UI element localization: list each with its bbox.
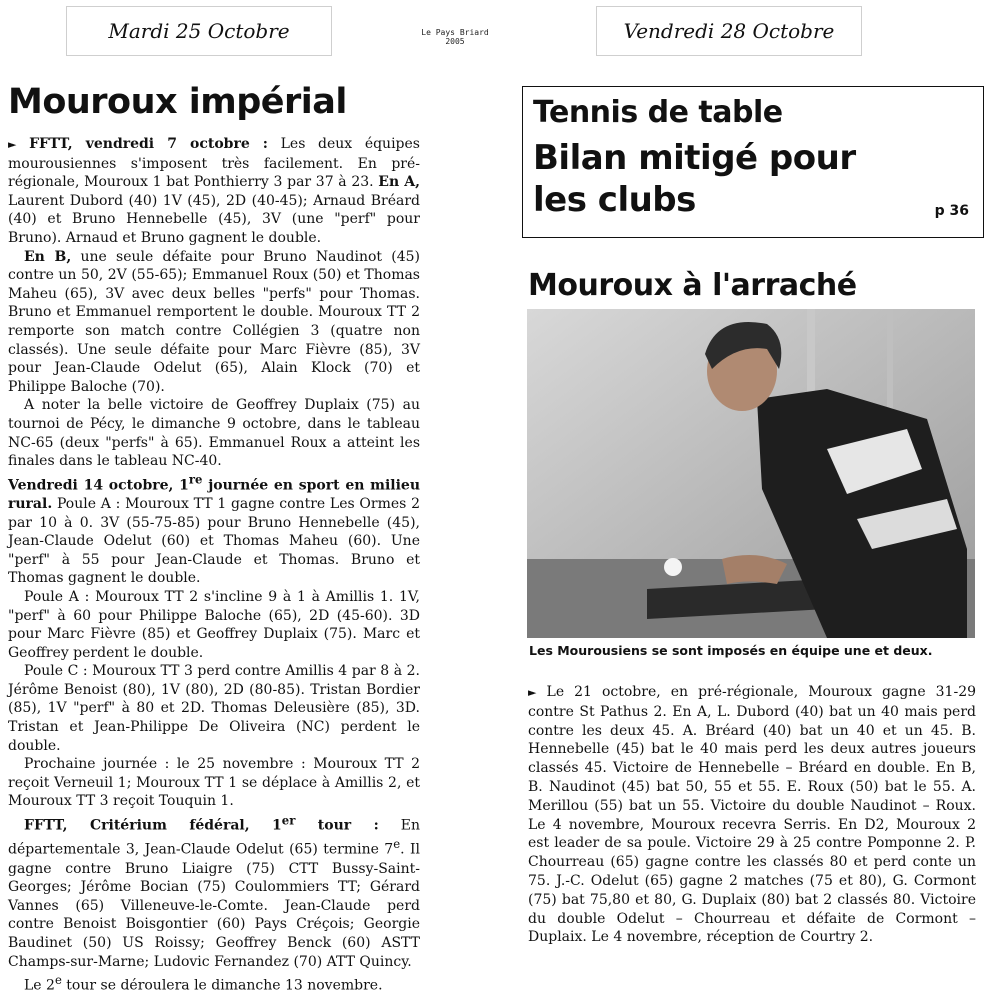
paragraph-7: Prochaine journée : le 25 novembre : Mouroux TT 2 reçoit Verneuil 1; Mouroux TT 1 se déplace à Amillis 2, et Mouroux TT 3 reçoit Touquin 1. xyxy=(8,756,420,810)
bold-run: En B, xyxy=(24,248,72,265)
superscript: re xyxy=(188,472,203,487)
masthead-name: Le Pays Briard xyxy=(421,28,489,37)
right-article-title: Mouroux à l'arraché xyxy=(528,268,857,303)
right-article-body xyxy=(528,683,976,947)
page-reference: p 36 xyxy=(934,203,969,219)
paragraph-5: Poule A : Mouroux TT 2 s'incline 9 à 1 à Amillis 1. 1V, "perf" à 60 pour Philippe Baloche (65), 2D (45-60). 3D pour Marc Fièvre (85) et Geoffrey Duplaix (75). Marc et Geoffrey perdent le double. xyxy=(8,588,420,661)
text-run: Le 2 xyxy=(24,977,55,994)
date-right: Vendredi 28 Octobre xyxy=(596,6,862,56)
superscript: er xyxy=(281,813,296,828)
lead-text: FFTT, vendredi 7 octobre : xyxy=(29,136,268,152)
paragraph-3: A noter la belle victoire de Geoffrey Duplaix (75) au tournoi de Pécy, le dimanche 9 octobre, dans le tableau NC-65 (deux "perfs" à 65). Emmanuel Roux a atteint les finales dans le tableau NC-40. xyxy=(8,397,420,470)
bold-run: Vendredi 14 octobre, 1 xyxy=(8,477,189,494)
text-run: Le 21 octobre, en pré-régionale, Mouroux gagne 31-29 contre St Pathus 2. En A, L. Dubord (40) bat un 40 mais perd contre les deux 45. A. Bréard (40) bat un 40 et un 45. B. Hennebelle (45) bat le 40 mais perd les deux autres joueurs classés 45. Victoire de Hennebelle – Bréard en double. En B, B. Naudinot (45) bat 50, 55 et 55. E. Roux (50) bat le 55. A. Merillou (55) bat un 55. Victoire du double Naudinot – Roux. Le 4 novembre, Mouroux recevra Serris. En D2, Mouroux 2 est leader de sa poule. Victoire 29 à 25 contre Pomponne 2. P. Chourreau (65) gagne contre les classés 80 et perd conte un 75. J.-C. Odelut (65) gagne 2 matches (75 et 80), G. Cormont (75) bat 75,80 et 80, G. Duplaix (80) bat 2 classés 80. Victoire du double Odelut – Chourreau et défaite de Cormont – Duplaix. Le 4 novembre, réception de Courtry 2. xyxy=(528,684,977,946)
box-headline: Bilan mitigé pour les clubs xyxy=(533,138,856,220)
player-photo xyxy=(527,309,975,638)
right-paragraph xyxy=(528,683,976,947)
text-run: une seule défaite pour Bruno Naudinot (45) contre un 50, 2V (55-65); Emmanuel Roux (50) et Thomas Maheu (65), 3V avec deux belles "perfs" pour Thomas. Bruno et Emmanuel remportent le double. Mouroux TT 2 remporte son match contre Collégien 3 (quatre non classés). Une seule défaite pour Marc Fièvre (85), 3V pour Jean-Claude Odelut (65), Alain Klock (70) et Philippe Baloche (70). xyxy=(8,248,420,395)
paragraph-9 xyxy=(8,971,420,995)
superscript: e xyxy=(54,973,62,988)
rubric: Tennis de table xyxy=(533,95,783,130)
arrow-icon: ► xyxy=(528,686,537,699)
text-run: Les deux équipes mourousiennes s'imposent très facilement. En pré-régionale, Mouroux 1 bat Ponthierry 3 par 37 à 23. xyxy=(8,136,420,191)
left-article-body xyxy=(8,135,420,995)
bold-run: En A, xyxy=(378,174,420,191)
bold-run: journée en sport en milieu rural. xyxy=(8,477,420,512)
headline-box xyxy=(522,86,984,238)
text-run: . Il gagne contre Bruno Liaigre (75) CTT Bussy-Saint-Georges; Jérôme Bocian (75) Coulommiers TT; Gérard Vannes (65) Villeneuve-le-Comte. Jean-Claude perd contre Benoist Boisgontier (60) Pays Créçois; Georgie Baudinet (50) US Roissy; Geoffrey Benck (60) ASTT Champs-sur-Marne; Ludovic Fernandez (70) ATT Quincy. xyxy=(8,841,420,970)
date-left: Mardi 25 Octobre xyxy=(66,6,332,56)
masthead-year: 2005 xyxy=(445,37,465,46)
paragraph-2 xyxy=(8,248,420,397)
bold-run: FFTT, Critérium fédéral, 1 xyxy=(24,817,282,834)
bold-run: tour : xyxy=(295,817,379,834)
masthead xyxy=(400,28,510,46)
superscript: e xyxy=(393,837,401,852)
paragraph-4 xyxy=(8,471,420,588)
photo-illustration xyxy=(527,309,975,638)
paragraph-6: Poule C : Mouroux TT 3 perd contre Amillis 4 par 8 à 2. Jérôme Benoist (80), 1V (80), 2D (80-85). Tristan Bordier (85), 1V "perf" à 80 et 2D. Thomas Deleusière (85), 3D. Tristan et Jean-Philippe De Oliveira (NC) perdent le double. xyxy=(8,663,420,754)
text-run: Laurent Dubord (40) 1V (45), 2D (40-45); Arnaud Bréard (40) et Bruno Hennebelle (45), 3V (une "perf" pour Bruno). Arnaud et Bruno gagnent le double. xyxy=(8,192,420,246)
text-run: En départementale 3, Jean-Claude Odelut (65) termine 7 xyxy=(8,817,421,858)
text-run: tour se déroulera le dimanche 13 novembre. xyxy=(61,977,383,994)
photo-caption: Les Mourousiens se sont imposés en équipe une et deux. xyxy=(529,643,933,658)
left-article-title: Mouroux impérial xyxy=(8,82,347,122)
text-run: Poule A : Mouroux TT 1 gagne contre Les Ormes 2 par 10 à 0. 3V (55-75-85) pour Bruno Hennebelle (45), Jean-Claude Odelut (60) et Thomas Maheu (60). Une "perf" à 55 pour Jean-Claude et Thomas. Bruno et Thomas gagnent le double. xyxy=(8,495,420,587)
arrow-icon: ► xyxy=(8,138,17,151)
paragraph-8 xyxy=(8,811,420,971)
paragraph-1 xyxy=(8,135,420,248)
